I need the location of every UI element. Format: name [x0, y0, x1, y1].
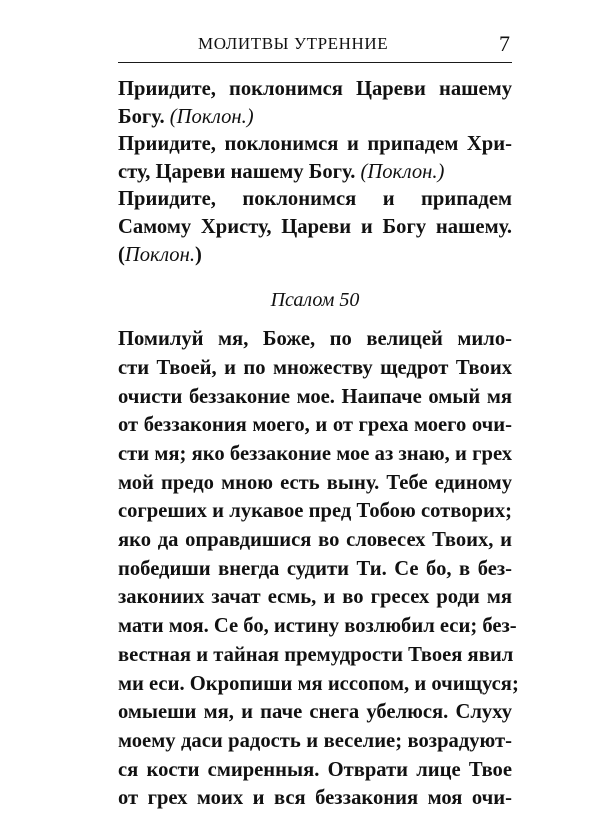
psalm-line: сти мя; яко беззаконие мое аз знаю, и грех	[118, 442, 512, 465]
psalm-line: от грех моих и вся беззакония моя очи-	[118, 787, 512, 810]
text-line	[118, 214, 512, 242]
psalm-line: вестная и тайная премудрости Твоея явил	[118, 643, 514, 666]
page-content	[118, 76, 519, 813]
psalm-line: омыеши мя, и паче снега убелюся. Слуху	[118, 701, 512, 724]
psalm-line: сти Твоей, и по множеству щедрот Твоих	[118, 356, 512, 379]
line-text: Самому Христу, Цареви и Богу нашему.	[118, 215, 512, 238]
text-line	[118, 104, 512, 132]
psalm-line: закониих зачат есмь, и во гресех роди мя	[118, 586, 512, 609]
paren-close: )	[194, 243, 202, 266]
text-line	[118, 76, 512, 104]
prayer-paragraph-2	[118, 131, 512, 186]
prayer-paragraph-3	[118, 186, 512, 269]
line-text: Приидите, поклонимся и припадем Хри-	[118, 133, 512, 156]
text-line	[118, 242, 512, 270]
line-text: Приидите, поклонимся Цареви нашему	[118, 78, 512, 100]
psalm-line: очисти беззаконие мое. Наипаче омый мя	[118, 385, 512, 408]
line-text: Приидите, поклонимся и припадем	[118, 188, 512, 211]
running-header	[118, 30, 512, 63]
psalm-line: победиши внегда судити Ти. Се бо, в без-	[118, 557, 512, 580]
line-text: Богу.	[118, 105, 170, 128]
bow-rubric: (Поклон.)	[360, 160, 445, 183]
prayer-paragraph-1	[118, 76, 512, 131]
psalm-line: моему даси радость и веселие; возрадуют-	[118, 730, 512, 752]
text-line	[118, 131, 512, 159]
psalm-line: Помилуй мя, Боже, по велицей мило-	[118, 328, 512, 351]
psalm-line: мой предо мною есть выну. Тебе единому	[118, 471, 512, 494]
bow-rubric: Поклон.	[124, 243, 195, 266]
page-number: 7	[499, 31, 510, 56]
line-text: сту, Цареви нашему Богу.	[118, 160, 361, 183]
bow-rubric: (Поклон.)	[169, 105, 254, 128]
text-line	[118, 186, 512, 214]
psalm-title: Псалом 50	[270, 289, 360, 312]
header-title: МОЛИТВЫ УТРЕННИЕ	[198, 34, 389, 53]
paren-open: (	[118, 243, 125, 266]
psalm-line: согреших и лукавое пред Тобою сотворих;	[118, 500, 512, 523]
text-line	[118, 159, 512, 187]
psalm-line: от беззакония моего, и от греха моего очи-	[118, 414, 512, 437]
psalm-line: ми еси. Окропиши мя иссопом, и очищуся;	[118, 672, 519, 695]
psalm-text	[118, 325, 519, 813]
psalm-line: ся кости смиренныя. Отврати лице Твое	[118, 758, 512, 781]
psalm-line: яко да оправдишися во словесех Твоих, и	[118, 529, 512, 552]
psalm-line: мати моя. Се бо, истину возлюбил еси; без-	[118, 615, 517, 638]
